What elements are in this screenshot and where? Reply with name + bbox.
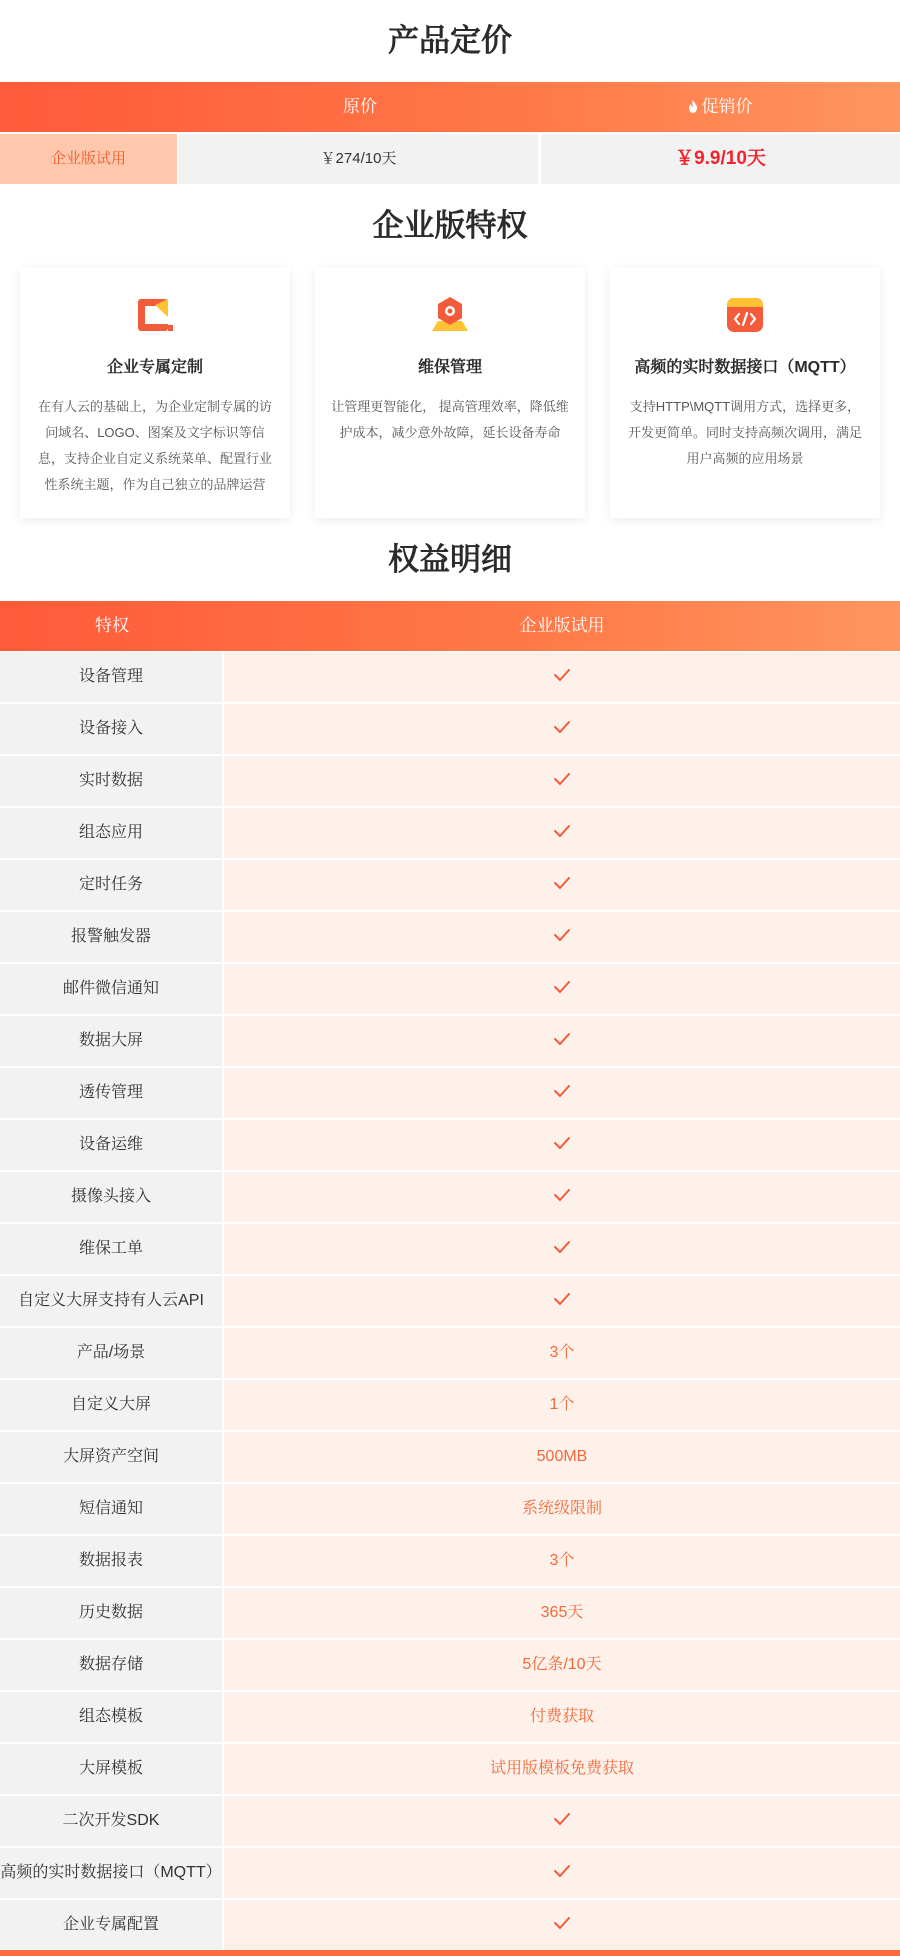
table-row [0,1536,900,1588]
row-feature-name: 摄像头接入 [0,1172,222,1222]
check-icon [553,928,571,942]
row-feature-name: 数据存储 [0,1640,222,1690]
check-icon [553,1136,571,1150]
maintenance-icon [430,295,470,335]
row-feature-name: 邮件微信通知 [0,964,222,1014]
feature-card-title: 高频的实时数据接口（MQTT） [634,359,856,376]
check-icon [553,1916,571,1930]
check-icon [553,720,571,734]
row-feature-name: 产品/场景 [0,1328,222,1378]
feature-card-desc: 在有人云的基础上，为企业定制专属的访问域名、LOGO、图案及文字标识等信息，支持企业自定义系统菜单、配置行业性系统主题，作为自己独立的品牌运营 [37,399,272,492]
row-plan-value [224,1224,900,1274]
check-icon [553,876,571,890]
table-row [0,1068,900,1120]
table-row [0,1796,900,1848]
table-row [0,1640,900,1692]
brand-icon [135,295,175,335]
features-title: 企业版特权 [372,208,528,243]
table-row [0,1692,900,1744]
row-plan-value [224,1796,900,1846]
code-icon [725,295,765,335]
feature-card-maintenance [315,268,585,518]
table-row [0,964,900,1016]
row-feature-name: 自定义大屏支持有人云API [0,1276,222,1326]
row-feature-name: 维保工单 [0,1224,222,1274]
row-feature-name: 组态模板 [0,1692,222,1742]
row-plan-value [224,912,900,962]
check-icon [553,980,571,994]
check-icon [553,1032,571,1046]
row-plan-value: 系统级限制 [224,1484,900,1534]
feature-card-desc: 支持HTTP\MQTT调用方式，选择更多，开发更简单。同时支持高频次调用，满足用户高频的应用场景 [627,399,862,466]
row-feature-name: 自定义大屏 [0,1380,222,1430]
check-icon [553,1084,571,1098]
row-plan-value [224,808,900,858]
row-plan-value: 试用版模板免费获取 [224,1744,900,1794]
row-feature-name: 二次开发SDK [0,1796,222,1846]
check-icon [553,1864,571,1878]
feature-cards [20,268,880,518]
original-price-header: 原价 [343,97,377,116]
row-plan-value: 1个 [224,1380,900,1430]
row-plan-value [224,756,900,806]
table-row [0,1588,900,1640]
table-row [0,1432,900,1484]
check-icon [553,668,571,682]
row-plan-value [224,1172,900,1222]
rights-title: 权益明细 [388,542,512,577]
feature-card-mqtt [610,268,880,518]
table-row [0,808,900,860]
row-feature-name: 设备运维 [0,1120,222,1170]
table-row [0,1848,900,1900]
feature-card-title: 维保管理 [417,359,482,376]
rights-table-header [0,601,900,651]
row-feature-name: 短信通知 [0,1484,222,1534]
check-icon [553,772,571,786]
row-feature-name: 组态应用 [0,808,222,858]
promo-price-header [540,82,900,132]
table-row [0,1744,900,1796]
table-row [0,1276,900,1328]
row-plan-value [224,860,900,910]
check-icon [553,1240,571,1254]
table-row [0,1016,900,1068]
table-row [0,1120,900,1172]
row-plan-value [224,1900,900,1950]
row-plan-value [224,1016,900,1066]
table-row [0,1224,900,1276]
row-plan-value: 365天 [224,1588,900,1638]
row-plan-value: 3个 [224,1328,900,1378]
feature-card-desc: 让管理更智能化， 提高管理效率，降低维护成本，减少意外故障，延长设备寿命 [331,399,569,440]
plan-name: 企业版试用 [0,134,177,184]
row-plan-value [224,704,900,754]
table-row [0,652,900,704]
row-plan-value [224,964,900,1014]
flame-icon [688,100,698,113]
row-feature-name: 透传管理 [0,1068,222,1118]
row-feature-name: 大屏模板 [0,1744,222,1794]
row-feature-name: 设备接入 [0,704,222,754]
row-feature-name: 实时数据 [0,756,222,806]
check-icon [553,1188,571,1202]
pricing-title: 产品定价 [388,23,512,58]
row-feature-name: 企业专属配置 [0,1900,222,1950]
rights-col-plan: 企业版试用 [519,616,605,635]
row-plan-value [224,652,900,702]
table-row [0,1484,900,1536]
check-icon [553,824,571,838]
row-plan-value: 付费获取 [224,1692,900,1742]
feature-card-branding [20,268,290,518]
check-icon [553,1812,571,1826]
promo-price-header-label: 促销价 [701,97,753,116]
original-price: ￥274/10天 [179,134,538,184]
row-plan-value: 3个 [224,1536,900,1586]
row-plan-value [224,1276,900,1326]
bottom-accent-bar [0,1950,900,1956]
table-row [0,912,900,964]
table-row [0,1172,900,1224]
row-feature-name: 数据报表 [0,1536,222,1586]
row-feature-name: 大屏资产空间 [0,1432,222,1482]
pricing-table-header [0,82,900,132]
feature-card-title: 企业专属定制 [106,359,203,376]
rights-col-feature: 特权 [95,616,129,635]
table-row [0,860,900,912]
row-plan-value: 5亿条/10天 [224,1640,900,1690]
row-feature-name: 高频的实时数据接口（MQTT） [0,1848,222,1898]
promo-price: ￥9.9/10天 [541,134,900,184]
check-icon [553,1292,571,1306]
table-row [0,1900,900,1952]
row-feature-name: 历史数据 [0,1588,222,1638]
table-row [0,1380,900,1432]
row-plan-value [224,1848,900,1898]
row-plan-value: 500MB [224,1432,900,1482]
row-feature-name: 数据大屏 [0,1016,222,1066]
row-plan-value [224,1068,900,1118]
table-row [0,756,900,808]
row-feature-name: 设备管理 [0,652,222,702]
row-feature-name: 定时任务 [0,860,222,910]
row-feature-name: 报警触发器 [0,912,222,962]
rights-table-body [0,652,900,1952]
row-plan-value [224,1120,900,1170]
table-row [0,704,900,756]
table-row [0,1328,900,1380]
